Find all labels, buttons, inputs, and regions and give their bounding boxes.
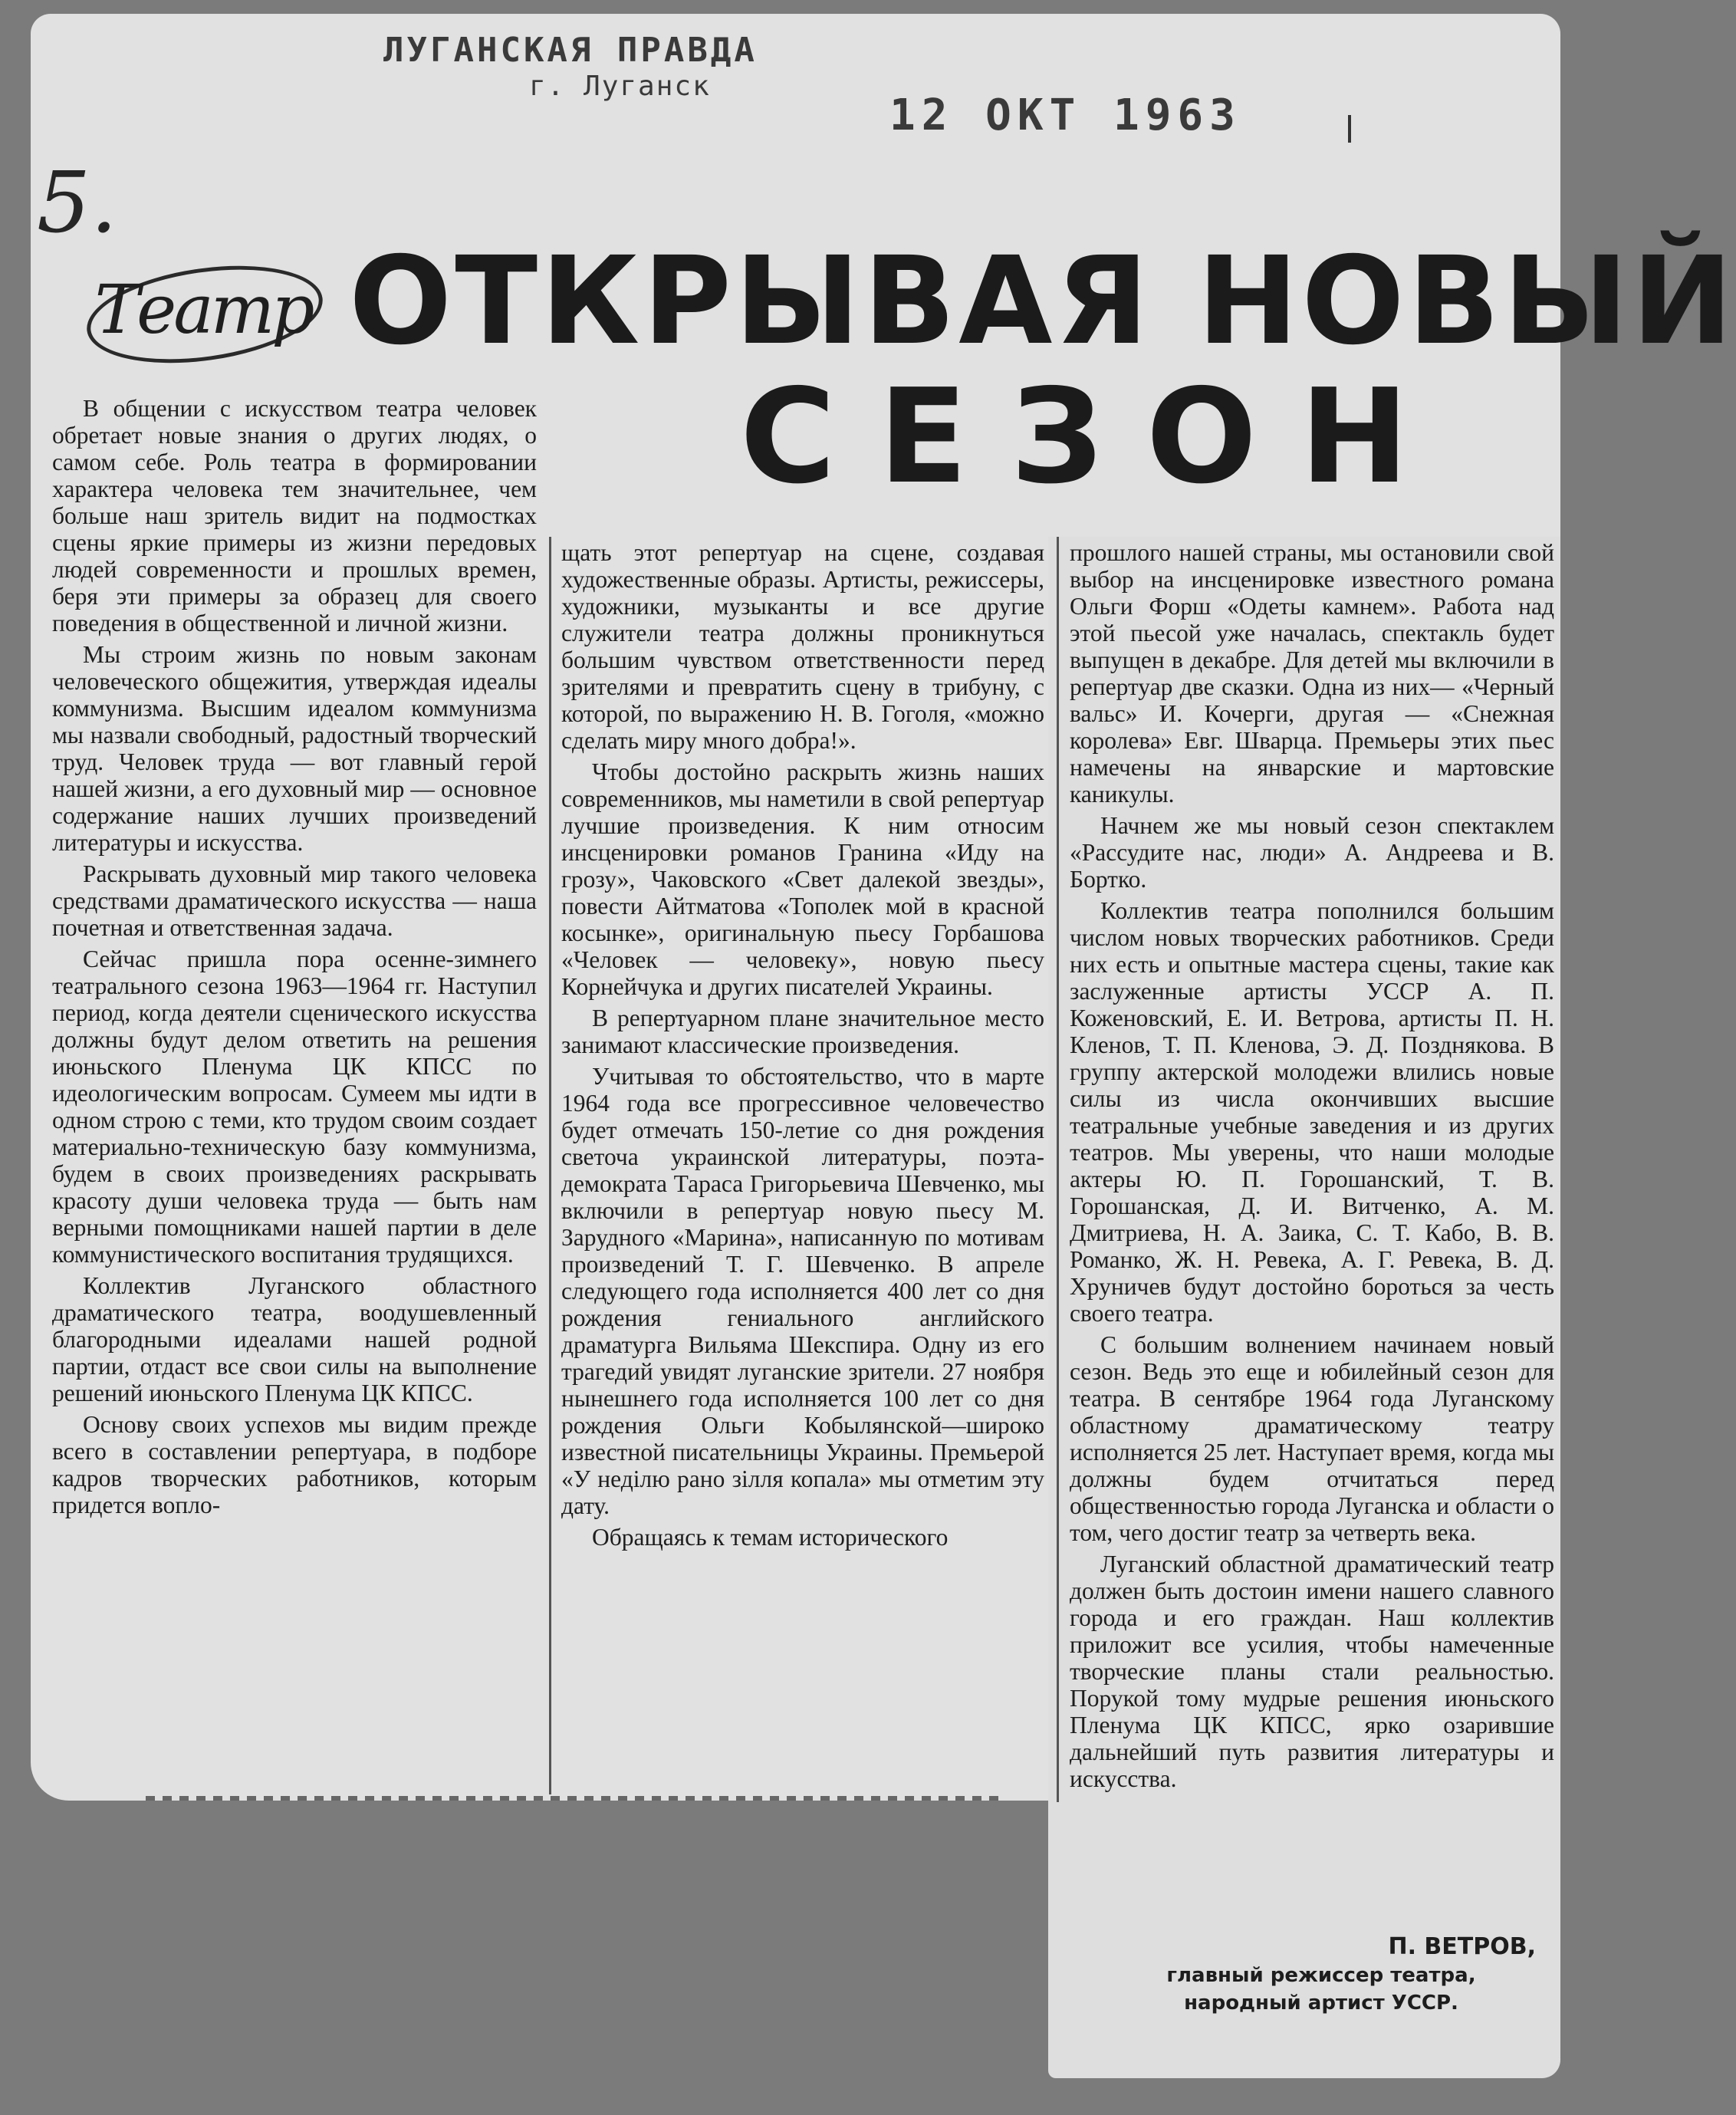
paragraph: Коллектив Луганского областного драматического театра, воодушевленный благородными идеалами нашей родной партии, отдаст все свои силы на выполнение решений июньского Пленума ЦК КПСС. [52, 1272, 537, 1406]
author-role: главный режиссер театра, народный артист УССР. [1166, 1964, 1476, 2015]
paragraph: прошлого нашей страны, мы остановили свой выбор на инсценировке известного романа Ольги Форш «Одеты камнем». Работа над этой пьесой уже началась, спектакль будет выпущен в декабре. Для детей мы включили в репертуар две сказки. Одна из них— «Черный вальс» И. Кочерги, другая — «Снежная королева» Евг. Шварца. Премьеры этих пьес намечены на январские и мартовские каникулы. [1070, 539, 1554, 808]
author-name: П. ВЕТРОВ, [1388, 1933, 1536, 1960]
masthead-date: 12 ОКТ 1963 [889, 90, 1241, 140]
article-column-1 [52, 395, 537, 1518]
paragraph: В общении с искусством театра человек обретает новые знания о других людях, о самом себе. Роль театра в формировании характера человека тем значительнее, чем больше наш зритель видит на подмостках сцены яркие примеры из жизни передовых людей современности и прошлых времен, беря эти примеры за образец для своего поведения в общественной и личной жизни. [52, 395, 537, 636]
masthead-paper: ЛУГАНСКАЯ ПРАВДА [383, 31, 758, 70]
paragraph: щать этот репертуар на сцене, создавая художественные образы. Артисты, режиссеры, художники, музыканты и все другие служители театра должны проникнуться большим чувством ответственности перед зрителями и превратить сцену в трибуну, с которой, по выражению Н. В. Гоголя, «можно сделать миру много добра!». [561, 539, 1044, 754]
paragraph: В репертуарном плане значительное место занимают классические произведения. [561, 1005, 1044, 1058]
paragraph: Раскрывать духовный мир такого человека средствами драматического искусства — наша почетная и ответственная задача. [52, 860, 537, 941]
signature-block [1076, 1932, 1536, 2017]
paragraph: Сейчас пришла пора осенне-зимнего театрального сезона 1963—1964 гг. Наступил период, когда деятели сценического искусства должны будут делом ответить на решения июньского Пленума ЦК КПСС по идеологическим вопросам. Сумеем мы идти в одном строю с теми, кто трудом своим создает материально-техническую базу коммунизма, будем в своих произведениях раскрывать красоту души человека труда — быть нам верными помощниками нашей партии в деле коммунистического воспитания трудящихся. [52, 946, 537, 1268]
rubric-label: Театр [94, 269, 312, 349]
paragraph: Начнем же мы новый сезон спектаклем «Рассудите нас, люди» А. Андреева и В. Бортко. [1070, 812, 1554, 893]
column-divider [1057, 537, 1059, 1802]
paragraph: Учитывая то обстоятельство, что в марте 1964 года все прогрессивное человечество будет отмечать 150-летие со дня рождения светоча украинской литературы, поэта-демократа Тараса Григорьевича Шевченко, мы включили в репертуар новую пьесу М. Зарудного «Марина», написанную по мотивам произведений Т. Г. Шевченко. В апреле следующего года исполняется 400 лет со дня рождения гениального английского драматурга Вильяма Шекспира. Одну из его трагедий увидят луганские зрители. 27 ноября нынешнего года исполняется 100 лет со дня рождения Ольги Кобылянской—широко известной писательницы Украины. Премьерой «У неділю рано зілля копала» мы отметим эту дату. [561, 1063, 1044, 1519]
paragraph: Чтобы достойно раскрыть жизнь наших современников, мы наметили в свой репертуар лучшие произведения. К ним относим инсценировки романов Гранина «Иду на грозу», Чаковского «Свет далекой звезды», повести Айтматова «Тополек мой в красной косынке», оригинальную пьесу Горбашова «Человек — человеку», новую пьесу Корнейчука и других писателей Украины. [561, 758, 1044, 1000]
article-column-3 [1070, 539, 1554, 1792]
headline-line1: ОТКРЫВАЯ НОВЫЙ [349, 231, 1736, 372]
paragraph: С большим волнением начинаем новый сезон. Ведь это еще и юбилейный сезон для театра. В сентябре 1964 года Луганскому областному драматическому театру исполняется 25 лет. Наступает время, когда мы должны будем отчитаться перед общественностью города Луганска и области о том, чего достиг театр за четверть века. [1070, 1331, 1554, 1546]
headline-line2: СЕЗОН [740, 361, 1452, 513]
paragraph: Луганский областной драматический театр должен быть достоин имени нашего славного города и его граждан. Наш коллектив приложит все усилия, чтобы намеченные творческие планы стали реальностью. Порукой тому мудрые решения июньского Пленума ЦК КПСС, ярко озарившие дальнейший путь развития литературы и искусства. [1070, 1551, 1554, 1792]
article-column-2 [561, 539, 1044, 1551]
column-divider [549, 537, 551, 1794]
paragraph: Коллектив театра пополнился большим числом новых творческих работников. Среди них есть и опытные мастера сцены, такие как заслуженные артисты УССР А. П. Коженовский, Е. И. Ветрова, артисты П. Н. Кленов, Т. П. Кленова, Э. Д. Позднякова. В группу актерской молодежи влились новые силы из числа окончивших высшие театральные учебные заведения и из других театров. Мы уверены, что наши молодые актеры Ю. П. Горошанский, Т. В. Горошанская, Д. И. Витченко, А. М. Дмитриева, Н. А. Заика, С. Т. Кабо, В. В. Романко, Ж. Н. Ревека, А. Г. Ревека, В. Д. Хруничев будут достойно бороться за честь своего театра. [1070, 897, 1554, 1327]
paragraph: Основу своих успехов мы видим прежде всего в составлении репертуара, в подборе кадров творческих работников, которым придется вопло- [52, 1411, 537, 1518]
dotted-rule [146, 1796, 1004, 1801]
paragraph: Обращаясь к темам исторического [592, 1524, 949, 1551]
stamp-tick [1348, 115, 1351, 143]
paragraph: Мы строим жизнь по новым законам человеческого общежития, утверждая идеалы коммунизма. Высшим идеалом коммунизма мы назвали свободный, радостный творческий труд. Человек труда — вот главный герой нашей жизни, а его духовный мир — основное содержание наших лучших произведений литературы и искусства. [52, 641, 537, 856]
handwritten-mark: 5. [37, 153, 117, 252]
masthead-city: г. Луганск [529, 71, 711, 102]
